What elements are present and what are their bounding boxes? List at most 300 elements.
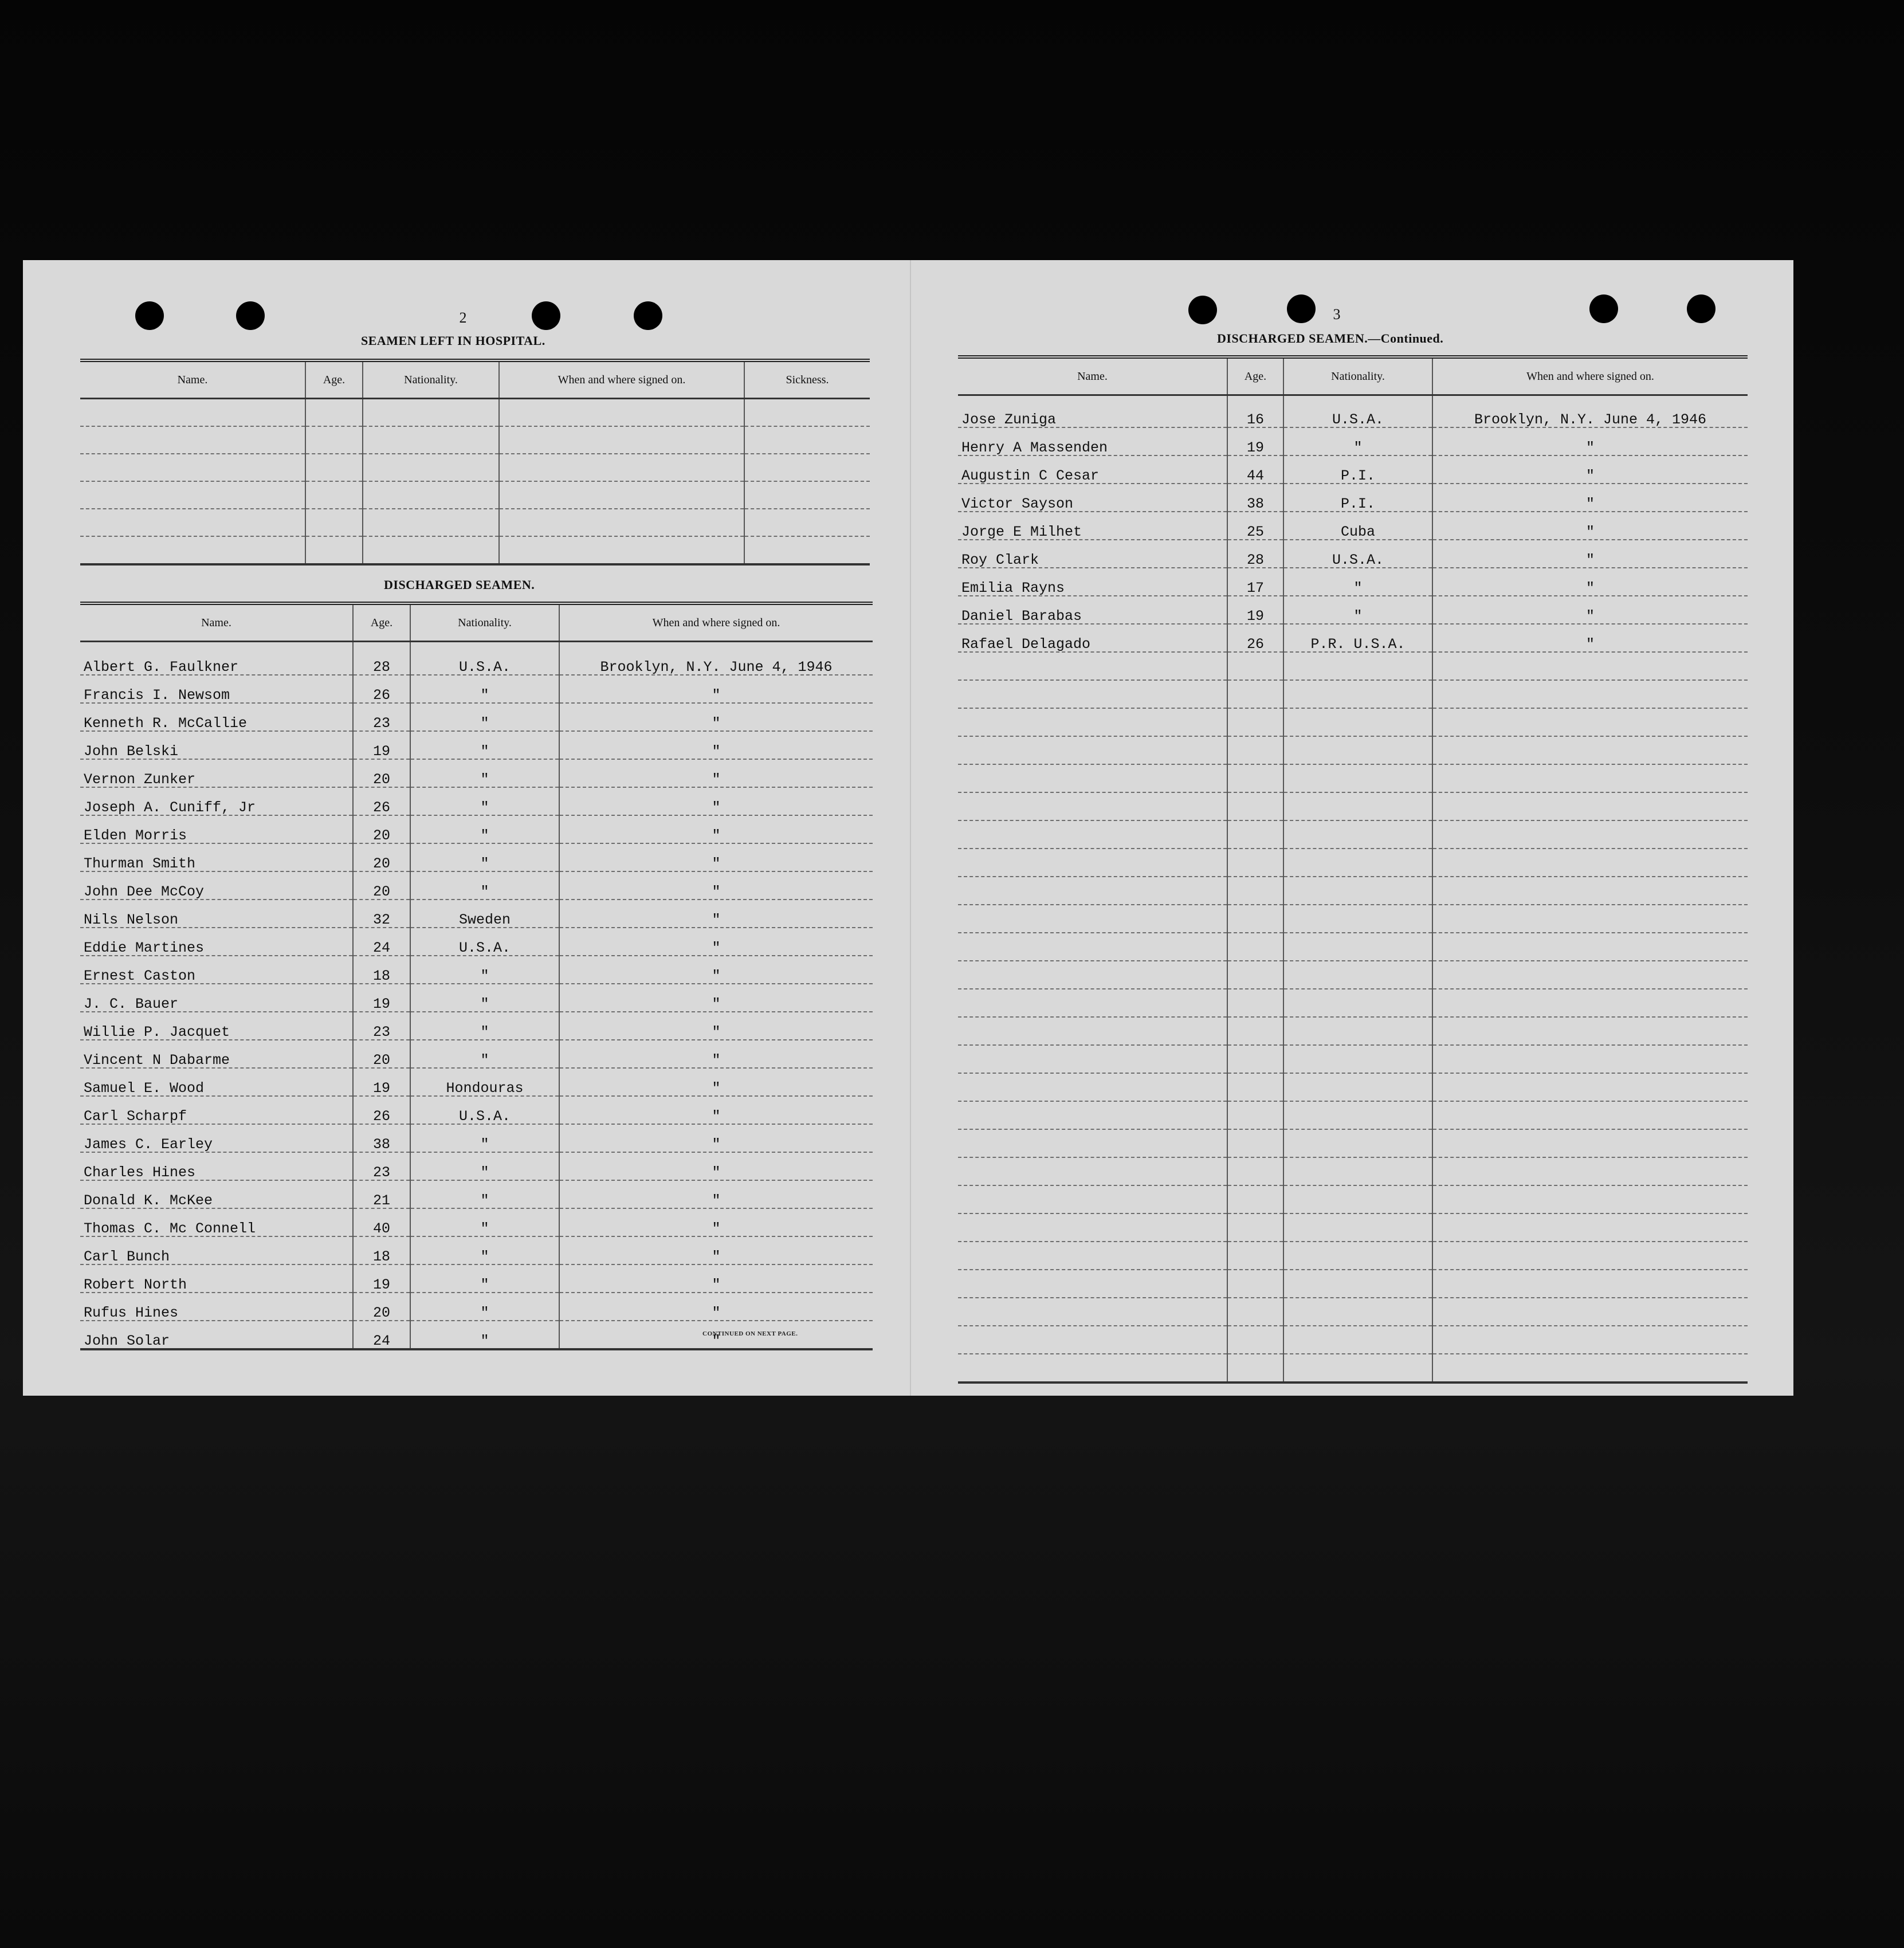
nat-cell: " — [410, 843, 559, 871]
table-row — [80, 1012, 873, 1040]
name-cell: Emilia Rayns — [958, 568, 1227, 596]
blank-row — [958, 1157, 1748, 1185]
column-header: When and where signed on. — [1432, 357, 1748, 395]
name-cell — [958, 905, 1227, 933]
name-cell — [958, 1017, 1227, 1045]
table-row — [958, 395, 1748, 428]
nat-cell — [1283, 1270, 1432, 1298]
age-cell — [1227, 1073, 1283, 1101]
when-cell — [1432, 1213, 1748, 1242]
nat-cell: U.S.A. — [1283, 540, 1432, 568]
age-cell: 21 — [353, 1180, 410, 1208]
blank-row — [958, 1326, 1748, 1354]
nat-cell — [1283, 1017, 1432, 1045]
when-cell: " — [559, 731, 873, 759]
age-cell: 23 — [353, 703, 410, 731]
nat-cell: " — [410, 956, 559, 984]
when-cell: " — [559, 1040, 873, 1068]
name-cell: Victor Sayson — [958, 484, 1227, 512]
name-cell: Daniel Barabas — [958, 596, 1227, 624]
age-cell — [305, 454, 363, 481]
age-cell — [1227, 708, 1283, 736]
name-cell — [958, 961, 1227, 989]
when-cell — [1432, 1157, 1748, 1185]
name-cell — [958, 989, 1227, 1017]
blank-row — [958, 989, 1748, 1017]
nat-cell — [1283, 764, 1432, 792]
table-row — [80, 900, 873, 928]
age-cell: 16 — [1227, 395, 1283, 428]
when-cell: " — [559, 843, 873, 871]
punch-hole — [1687, 294, 1715, 323]
when-cell: " — [559, 1096, 873, 1124]
name-cell — [958, 1045, 1227, 1073]
column-header: Nationality. — [1283, 357, 1432, 395]
nat-cell: P.I. — [1283, 455, 1432, 484]
age-cell: 44 — [1227, 455, 1283, 484]
when-cell: " — [1432, 484, 1748, 512]
age-cell — [1227, 820, 1283, 849]
nat-cell — [1283, 933, 1432, 961]
when-cell — [1432, 1242, 1748, 1270]
column-header: When and where signed on. — [499, 360, 744, 399]
blank-row — [958, 961, 1748, 989]
table-row — [80, 956, 873, 984]
when-cell: " — [559, 984, 873, 1012]
table-row — [958, 624, 1748, 652]
age-cell: 23 — [353, 1012, 410, 1040]
table-row — [80, 1152, 873, 1180]
name-cell — [958, 1157, 1227, 1185]
nat-cell — [1283, 1157, 1432, 1185]
nat-cell — [363, 399, 499, 427]
name-cell: Francis I. Newsom — [80, 675, 353, 703]
when-cell — [1432, 1101, 1748, 1129]
age-cell — [1227, 764, 1283, 792]
nat-cell: " — [1283, 427, 1432, 455]
age-cell — [1227, 933, 1283, 961]
table-row — [958, 427, 1748, 455]
age-cell: 26 — [353, 1096, 410, 1124]
when-cell: Brooklyn, N.Y. June 4, 1946 — [559, 642, 873, 675]
age-cell — [1227, 989, 1283, 1017]
when-cell: " — [559, 787, 873, 815]
name-cell — [958, 792, 1227, 820]
age-cell: 19 — [353, 1068, 410, 1096]
nat-cell — [1283, 1354, 1432, 1383]
nat-cell — [363, 481, 499, 509]
blank-row — [958, 905, 1748, 933]
nat-cell — [1283, 652, 1432, 680]
punch-hole — [135, 301, 164, 330]
age-cell: 28 — [1227, 540, 1283, 568]
when-cell — [1432, 989, 1748, 1017]
when-cell — [499, 509, 744, 536]
nat-cell: U.S.A. — [1283, 395, 1432, 428]
age-cell: 18 — [353, 956, 410, 984]
age-cell — [1227, 905, 1283, 933]
nat-cell — [363, 509, 499, 536]
age-cell: 23 — [353, 1152, 410, 1180]
sick-cell — [744, 454, 870, 481]
age-cell — [1227, 652, 1283, 680]
blank-row — [958, 708, 1748, 736]
nat-cell: Cuba — [1283, 512, 1432, 540]
age-cell: 20 — [353, 815, 410, 843]
name-cell: Vincent N Dabarme — [80, 1040, 353, 1068]
blank-row — [958, 764, 1748, 792]
name-cell: Kenneth R. McCallie — [80, 703, 353, 731]
nat-cell: U.S.A. — [410, 928, 559, 956]
name-cell: Elden Morris — [80, 815, 353, 843]
hospital-table — [80, 359, 870, 565]
age-cell — [1227, 1045, 1283, 1073]
age-cell: 19 — [353, 1264, 410, 1293]
blank-row — [958, 680, 1748, 708]
table-row — [958, 540, 1748, 568]
when-cell — [499, 426, 744, 454]
name-cell — [80, 536, 305, 564]
nat-cell: " — [410, 1236, 559, 1264]
age-cell — [305, 509, 363, 536]
when-cell — [1432, 961, 1748, 989]
age-cell — [1227, 1270, 1283, 1298]
name-cell: Charles Hines — [80, 1152, 353, 1180]
when-cell — [499, 399, 744, 427]
when-cell: " — [1432, 512, 1748, 540]
name-cell — [958, 1270, 1227, 1298]
when-cell: " — [559, 1321, 873, 1349]
nat-cell: " — [410, 1264, 559, 1293]
nat-cell — [1283, 1213, 1432, 1242]
name-cell — [958, 1354, 1227, 1383]
name-cell: John Solar — [80, 1321, 353, 1349]
when-cell: " — [1432, 540, 1748, 568]
nat-cell: " — [410, 675, 559, 703]
name-cell: Jose Zuniga — [958, 395, 1227, 428]
age-cell: 24 — [353, 1321, 410, 1349]
table-row — [958, 568, 1748, 596]
when-cell: " — [559, 1152, 873, 1180]
name-cell — [958, 1073, 1227, 1101]
when-cell — [1432, 1045, 1748, 1073]
sick-cell — [744, 426, 870, 454]
hospital-section-title: SEAMEN LEFT IN HOSPITAL. — [361, 333, 545, 348]
name-cell: Samuel E. Wood — [80, 1068, 353, 1096]
nat-cell — [1283, 877, 1432, 905]
table-row — [80, 871, 873, 900]
when-cell: " — [559, 1068, 873, 1096]
punch-hole — [634, 301, 662, 330]
nat-cell: " — [410, 759, 559, 787]
blank-row — [958, 1270, 1748, 1298]
name-cell: Eddie Martines — [80, 928, 353, 956]
table-row — [80, 928, 873, 956]
name-cell: Joseph A. Cuniff, Jr — [80, 787, 353, 815]
age-cell — [305, 481, 363, 509]
blank-row — [958, 1129, 1748, 1157]
name-cell: Vernon Zunker — [80, 759, 353, 787]
when-cell — [1432, 764, 1748, 792]
age-cell: 18 — [353, 1236, 410, 1264]
nat-cell: " — [410, 787, 559, 815]
name-cell — [80, 481, 305, 509]
age-cell — [1227, 1157, 1283, 1185]
nat-cell — [1283, 1101, 1432, 1129]
age-cell — [1227, 961, 1283, 989]
punch-hole — [236, 301, 265, 330]
when-cell: " — [1432, 624, 1748, 652]
name-cell: Thurman Smith — [80, 843, 353, 871]
name-cell — [958, 680, 1227, 708]
column-header: Age. — [305, 360, 363, 399]
nat-cell — [1283, 736, 1432, 764]
nat-cell: " — [410, 731, 559, 759]
blank-row — [958, 1242, 1748, 1270]
when-cell: " — [559, 1208, 873, 1236]
name-cell — [80, 454, 305, 481]
when-cell — [1432, 652, 1748, 680]
blank-row — [80, 481, 870, 509]
name-cell: Ernest Caston — [80, 956, 353, 984]
when-cell: " — [559, 1124, 873, 1152]
name-cell — [958, 877, 1227, 905]
age-cell — [1227, 1017, 1283, 1045]
name-cell: John Belski — [80, 731, 353, 759]
nat-cell — [1283, 820, 1432, 849]
when-cell — [1432, 1326, 1748, 1354]
blank-row — [958, 1017, 1748, 1045]
table-row — [80, 1180, 873, 1208]
name-cell: Roy Clark — [958, 540, 1227, 568]
nat-cell: " — [410, 1040, 559, 1068]
blank-row — [958, 1073, 1748, 1101]
when-cell — [1432, 792, 1748, 820]
when-cell — [1432, 849, 1748, 877]
punch-hole — [532, 301, 560, 330]
name-cell: John Dee McCoy — [80, 871, 353, 900]
age-cell — [305, 426, 363, 454]
name-cell — [80, 399, 305, 427]
name-cell: J. C. Bauer — [80, 984, 353, 1012]
age-cell: 28 — [353, 642, 410, 675]
name-cell: Donald K. McKee — [80, 1180, 353, 1208]
nat-cell — [1283, 1298, 1432, 1326]
blank-row — [958, 1045, 1748, 1073]
when-cell: " — [559, 759, 873, 787]
name-cell — [958, 1129, 1227, 1157]
table-row — [80, 1068, 873, 1096]
name-cell: Thomas C. Mc Connell — [80, 1208, 353, 1236]
when-cell: " — [1432, 568, 1748, 596]
age-cell: 20 — [353, 759, 410, 787]
table-row — [958, 484, 1748, 512]
table-row — [958, 596, 1748, 624]
when-cell — [1432, 736, 1748, 764]
age-cell: 20 — [353, 871, 410, 900]
name-cell: Rufus Hines — [80, 1293, 353, 1321]
age-cell: 20 — [353, 843, 410, 871]
column-header: Age. — [1227, 357, 1283, 395]
nat-cell: " — [410, 1208, 559, 1236]
age-cell — [1227, 1326, 1283, 1354]
blank-row — [958, 652, 1748, 680]
page-number-right: 3 — [1333, 306, 1341, 323]
age-cell — [1227, 1354, 1283, 1383]
table-row — [958, 512, 1748, 540]
table-row — [80, 1264, 873, 1293]
name-cell: James C. Earley — [80, 1124, 353, 1152]
age-cell — [305, 536, 363, 564]
sick-cell — [744, 536, 870, 564]
age-cell: 19 — [353, 984, 410, 1012]
name-cell — [958, 1242, 1227, 1270]
nat-cell — [1283, 792, 1432, 820]
name-cell — [958, 736, 1227, 764]
when-cell — [1432, 1354, 1748, 1383]
when-cell: " — [559, 900, 873, 928]
column-header: Age. — [353, 603, 410, 642]
nat-cell: " — [1283, 596, 1432, 624]
nat-cell: " — [1283, 568, 1432, 596]
age-cell: 38 — [1227, 484, 1283, 512]
age-cell — [1227, 849, 1283, 877]
table-row — [80, 703, 873, 731]
nat-cell — [1283, 849, 1432, 877]
when-cell: " — [1432, 427, 1748, 455]
continued-discharged-table — [958, 355, 1748, 1384]
when-cell — [1432, 1073, 1748, 1101]
name-cell: Henry A Massenden — [958, 427, 1227, 455]
age-cell: 40 — [353, 1208, 410, 1236]
nat-cell — [363, 454, 499, 481]
age-cell — [1227, 1298, 1283, 1326]
column-header: Name. — [80, 360, 305, 399]
nat-cell: " — [410, 703, 559, 731]
table-row — [80, 1208, 873, 1236]
nat-cell: P.R. U.S.A. — [1283, 624, 1432, 652]
blank-row — [80, 426, 870, 454]
sick-cell — [744, 481, 870, 509]
table-row — [80, 843, 873, 871]
blank-row — [958, 1101, 1748, 1129]
nat-cell — [363, 536, 499, 564]
blank-row — [958, 933, 1748, 961]
blank-row — [958, 849, 1748, 877]
age-cell: 32 — [353, 900, 410, 928]
name-cell: Robert North — [80, 1264, 353, 1293]
age-cell — [1227, 877, 1283, 905]
column-header: Name. — [80, 603, 353, 642]
table-row — [80, 1096, 873, 1124]
when-cell — [1432, 1017, 1748, 1045]
age-cell: 26 — [353, 675, 410, 703]
nat-cell: Hondouras — [410, 1068, 559, 1096]
nat-cell — [1283, 1326, 1432, 1354]
age-cell: 25 — [1227, 512, 1283, 540]
sick-cell — [744, 509, 870, 536]
column-header: When and where signed on. — [559, 603, 873, 642]
blank-row — [958, 1213, 1748, 1242]
blank-row — [80, 536, 870, 564]
nat-cell: " — [410, 871, 559, 900]
column-header: Name. — [958, 357, 1227, 395]
blank-row — [958, 1354, 1748, 1383]
when-cell: " — [559, 956, 873, 984]
when-cell: " — [1432, 596, 1748, 624]
table-row — [80, 731, 873, 759]
when-cell — [1432, 708, 1748, 736]
when-cell — [1432, 1185, 1748, 1213]
name-cell: Willie P. Jacquet — [80, 1012, 353, 1040]
age-cell — [1227, 1185, 1283, 1213]
table-row — [80, 984, 873, 1012]
discharged-section-title: DISCHARGED SEAMEN. — [384, 578, 535, 592]
age-cell: 26 — [1227, 624, 1283, 652]
name-cell — [958, 652, 1227, 680]
age-cell — [305, 399, 363, 427]
name-cell — [958, 764, 1227, 792]
when-cell: " — [559, 1180, 873, 1208]
name-cell: Rafael Delagado — [958, 624, 1227, 652]
nat-cell — [1283, 989, 1432, 1017]
nat-cell — [1283, 905, 1432, 933]
nat-cell — [363, 426, 499, 454]
name-cell — [80, 509, 305, 536]
discharged-table — [80, 602, 873, 1350]
when-cell: " — [559, 1293, 873, 1321]
name-cell: Nils Nelson — [80, 900, 353, 928]
when-cell: " — [559, 1236, 873, 1264]
age-cell — [1227, 1101, 1283, 1129]
name-cell — [958, 933, 1227, 961]
name-cell — [958, 820, 1227, 849]
nat-cell: " — [410, 984, 559, 1012]
blank-row — [80, 399, 870, 427]
name-cell: Jorge E Milhet — [958, 512, 1227, 540]
name-cell — [80, 426, 305, 454]
blank-row — [958, 736, 1748, 764]
table-row — [80, 787, 873, 815]
blank-row — [958, 877, 1748, 905]
page-number-left: 2 — [459, 309, 467, 326]
when-cell — [1432, 680, 1748, 708]
table-row — [80, 1040, 873, 1068]
when-cell: " — [559, 928, 873, 956]
nat-cell: U.S.A. — [410, 1096, 559, 1124]
age-cell: 20 — [353, 1293, 410, 1321]
when-cell: " — [559, 1264, 873, 1293]
age-cell: 20 — [353, 1040, 410, 1068]
column-header: Nationality. — [363, 360, 499, 399]
nat-cell — [1283, 1242, 1432, 1270]
age-cell: 26 — [353, 787, 410, 815]
page-fold — [910, 260, 911, 1396]
name-cell — [958, 1326, 1227, 1354]
age-cell — [1227, 736, 1283, 764]
name-cell: Carl Scharpf — [80, 1096, 353, 1124]
age-cell: 19 — [1227, 427, 1283, 455]
nat-cell — [1283, 1045, 1432, 1073]
blank-row — [958, 1185, 1748, 1213]
nat-cell — [1283, 708, 1432, 736]
when-cell — [1432, 1129, 1748, 1157]
age-cell: 38 — [353, 1124, 410, 1152]
column-header: Sickness. — [744, 360, 870, 399]
nat-cell: " — [410, 815, 559, 843]
nat-cell: " — [410, 1152, 559, 1180]
when-cell — [499, 454, 744, 481]
